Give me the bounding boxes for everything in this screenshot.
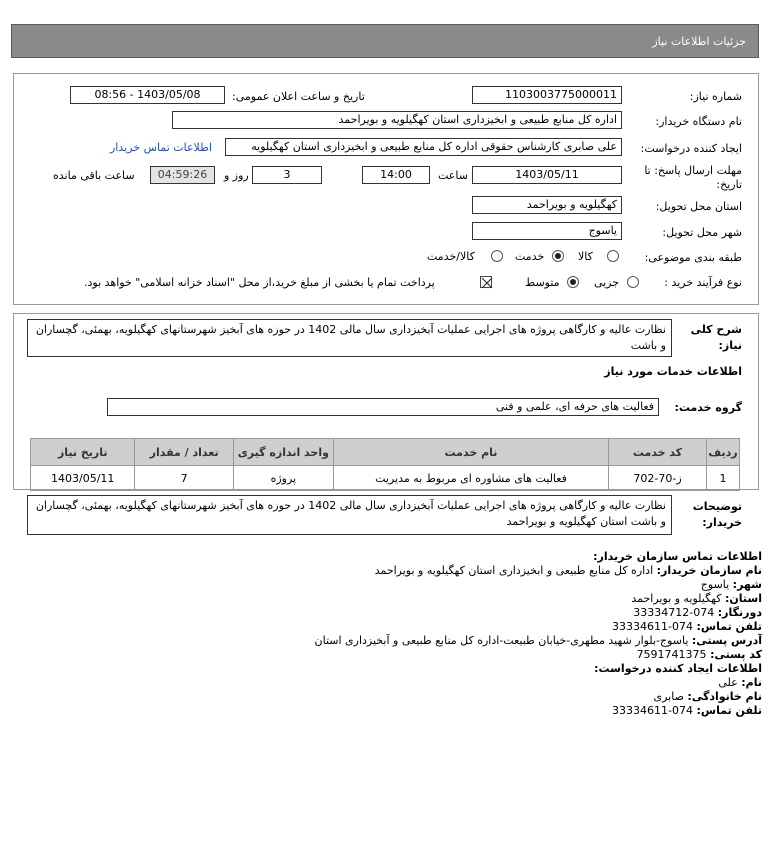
province-label: استان محل تحویل: — [655, 200, 742, 213]
creator-info-title: اطلاعات ایجاد کننده درخواست: — [594, 662, 762, 675]
col-date: تاریخ نیاز — [31, 439, 135, 466]
col-unit: واحد اندازه گیری — [233, 439, 333, 466]
deadline-time-label: ساعت — [438, 169, 468, 182]
service-group-label: گروه خدمت: — [674, 401, 742, 414]
row-qty: 7 — [135, 466, 233, 491]
row-name: فعالیت های مشاوره ای مربوط به مدیریت — [333, 466, 608, 491]
contact-postal-label: کد پستی: — [710, 648, 762, 661]
contact-address-value: یاسوج-بلوار شهید مطهری-خیابان طبیعت-اداره کل منابع طبیعی و آبخیزداری استان — [314, 634, 689, 647]
contact-fax-label: دورنگار: — [717, 606, 762, 619]
province-field: کهگیلویه و بویراحمد — [472, 196, 622, 214]
creator-phone — [612, 704, 762, 718]
row-date: 1403/05/11 — [31, 466, 135, 491]
contact-phone-label: تلفن تماس: — [696, 620, 762, 633]
contact-address — [315, 634, 762, 648]
col-name: نام خدمت — [333, 439, 608, 466]
treasury-note: پرداخت تمام یا بخشی از مبلغ خرید،از محل "اسناد خزانه اسلامی" خواهد بود. — [84, 276, 435, 289]
process-label: نوع فرآیند خرید : — [664, 276, 742, 289]
category-both-radio[interactable] — [491, 250, 503, 262]
announce-date-field: 1403/05/08 - 08:56 — [70, 86, 225, 104]
category-service-radio[interactable] — [552, 250, 564, 262]
treasury-checkbox[interactable] — [480, 276, 492, 288]
deadline-days-field: 3 — [252, 166, 322, 184]
process-minor-radio[interactable] — [627, 276, 639, 288]
category-goods-label: کالا — [578, 250, 593, 263]
row-unit: پروژه — [233, 466, 333, 491]
col-index: ردیف — [707, 439, 740, 466]
services-section-title: اطلاعات خدمات مورد نیاز — [604, 365, 742, 378]
service-group-field: فعالیت های حرفه ای، علمی و فنی — [107, 398, 659, 416]
creator-phone-value: 074-33334611 — [612, 704, 694, 717]
contact-province-label: استان: — [725, 592, 762, 605]
contact-phone — [612, 620, 762, 634]
creator-family — [653, 690, 762, 704]
buyer-notes-text: نظارت عالیه و کارگاهی پروژه های اجرایی عملیات آبخیزداری سال مالی 1402 در حوزه های آبخیز شهرستانهای کهگیلویه، بهمئی، گچساران و باشت استان کهگیلویه و بویراحمد — [27, 495, 672, 535]
contact-title: اطلاعات تماس سازمان خریدار: — [593, 550, 762, 563]
contact-org-value: اداره کل منابع طبیعی و ابخیزداری استان کهگیلویه و بویراحمد — [374, 564, 654, 577]
services-table — [30, 438, 740, 491]
contact-org — [375, 564, 762, 578]
need-number-label: شماره نیاز: — [689, 90, 742, 103]
deadline-days-label: روز و — [224, 169, 249, 182]
services-table-header — [31, 439, 740, 466]
creator-name-value: علی — [718, 676, 738, 689]
deadline-label: مهلت ارسال پاسخ: تا — [644, 164, 742, 177]
contact-postal-value: 7591741375 — [636, 648, 707, 661]
contact-postal — [637, 648, 762, 662]
contact-fax-value: 074-33334712 — [633, 606, 715, 619]
col-qty: تعداد / مقدار — [135, 439, 233, 466]
contact-address-label: آدرس پستی: — [691, 634, 762, 647]
row-code: ز-70-702 — [609, 466, 707, 491]
deadline-label-2: تاریخ: — [716, 178, 742, 191]
creator-field: علی صابری کارشناس حقوقی اداره کل منابع طبیعی و ابخیزداری استان کهگیلویه — [225, 138, 622, 156]
process-minor-label: جزیی — [594, 276, 620, 289]
checkmark-icon — [481, 277, 493, 289]
creator-family-label: نام خانوادگی: — [687, 690, 762, 703]
city-label: شهر محل تحویل: — [662, 226, 742, 239]
buyer-notes-label-2: خریدار: — [702, 516, 742, 529]
summary-label-2: نیاز: — [718, 339, 742, 352]
buyer-contact-link[interactable]: اطلاعات تماس خریدار — [110, 141, 212, 154]
summary-text: نظارت عالیه و کارگاهی پروژه های اجرایی عملیات آبخیزداری سال مالی 1402 در حوزه های آبخیز شهرستانهای کهگیلویه، بهمئی، گچساران و باشت — [27, 319, 672, 357]
contact-province-value: کهگیلویه و بویراحمد — [631, 592, 722, 605]
contact-phone-value: 074-33334611 — [612, 620, 694, 633]
creator-name — [718, 676, 762, 690]
contact-city-label: شهر: — [732, 578, 762, 591]
need-info-panel — [13, 73, 759, 305]
creator-phone-label: تلفن تماس: — [696, 704, 762, 717]
page-header — [11, 24, 759, 58]
process-medium-label: متوسط — [525, 276, 560, 289]
summary-label: شرح کلی — [690, 323, 742, 336]
col-code: کد خدمت — [609, 439, 707, 466]
need-number-field: 1103003775000011 — [472, 86, 622, 104]
remaining-time-label: ساعت باقی مانده — [53, 169, 135, 182]
row-index: 1 — [707, 466, 740, 491]
contact-city — [701, 578, 762, 592]
buyer-org-label: نام دستگاه خریدار: — [655, 115, 742, 128]
contact-province — [631, 592, 762, 606]
table-row — [31, 466, 740, 491]
category-label: طبقه بندی موضوعی: — [644, 251, 742, 264]
buyer-org-field: اداره کل منابع طبیعی و ابخیزداری استان کهگیلویه و بویراحمد — [172, 111, 622, 129]
category-goods-radio[interactable] — [607, 250, 619, 262]
process-medium-radio[interactable] — [567, 276, 579, 288]
category-service-label: خدمت — [515, 250, 545, 263]
category-both-label: کالا/خدمت — [427, 250, 475, 263]
creator-name-label: نام: — [741, 676, 762, 689]
creator-family-value: صابری — [653, 690, 684, 703]
creator-label: ایجاد کننده درخواست: — [640, 142, 742, 155]
contact-fax — [633, 606, 762, 620]
contact-city-value: یاسوج — [700, 578, 730, 591]
buyer-notes-label: توضیحات — [692, 500, 742, 513]
deadline-time-field: 14:00 — [362, 166, 430, 184]
city-field: یاسوج — [472, 222, 622, 240]
remaining-time-field: 04:59:26 — [150, 166, 215, 184]
announce-date-label: تاریخ و ساعت اعلان عمومی: — [232, 90, 365, 103]
page-title: جزئیات اطلاعات نیاز — [652, 35, 746, 48]
contact-org-label: نام سازمان خریدار: — [656, 564, 762, 577]
deadline-date-field: 1403/05/11 — [472, 166, 622, 184]
